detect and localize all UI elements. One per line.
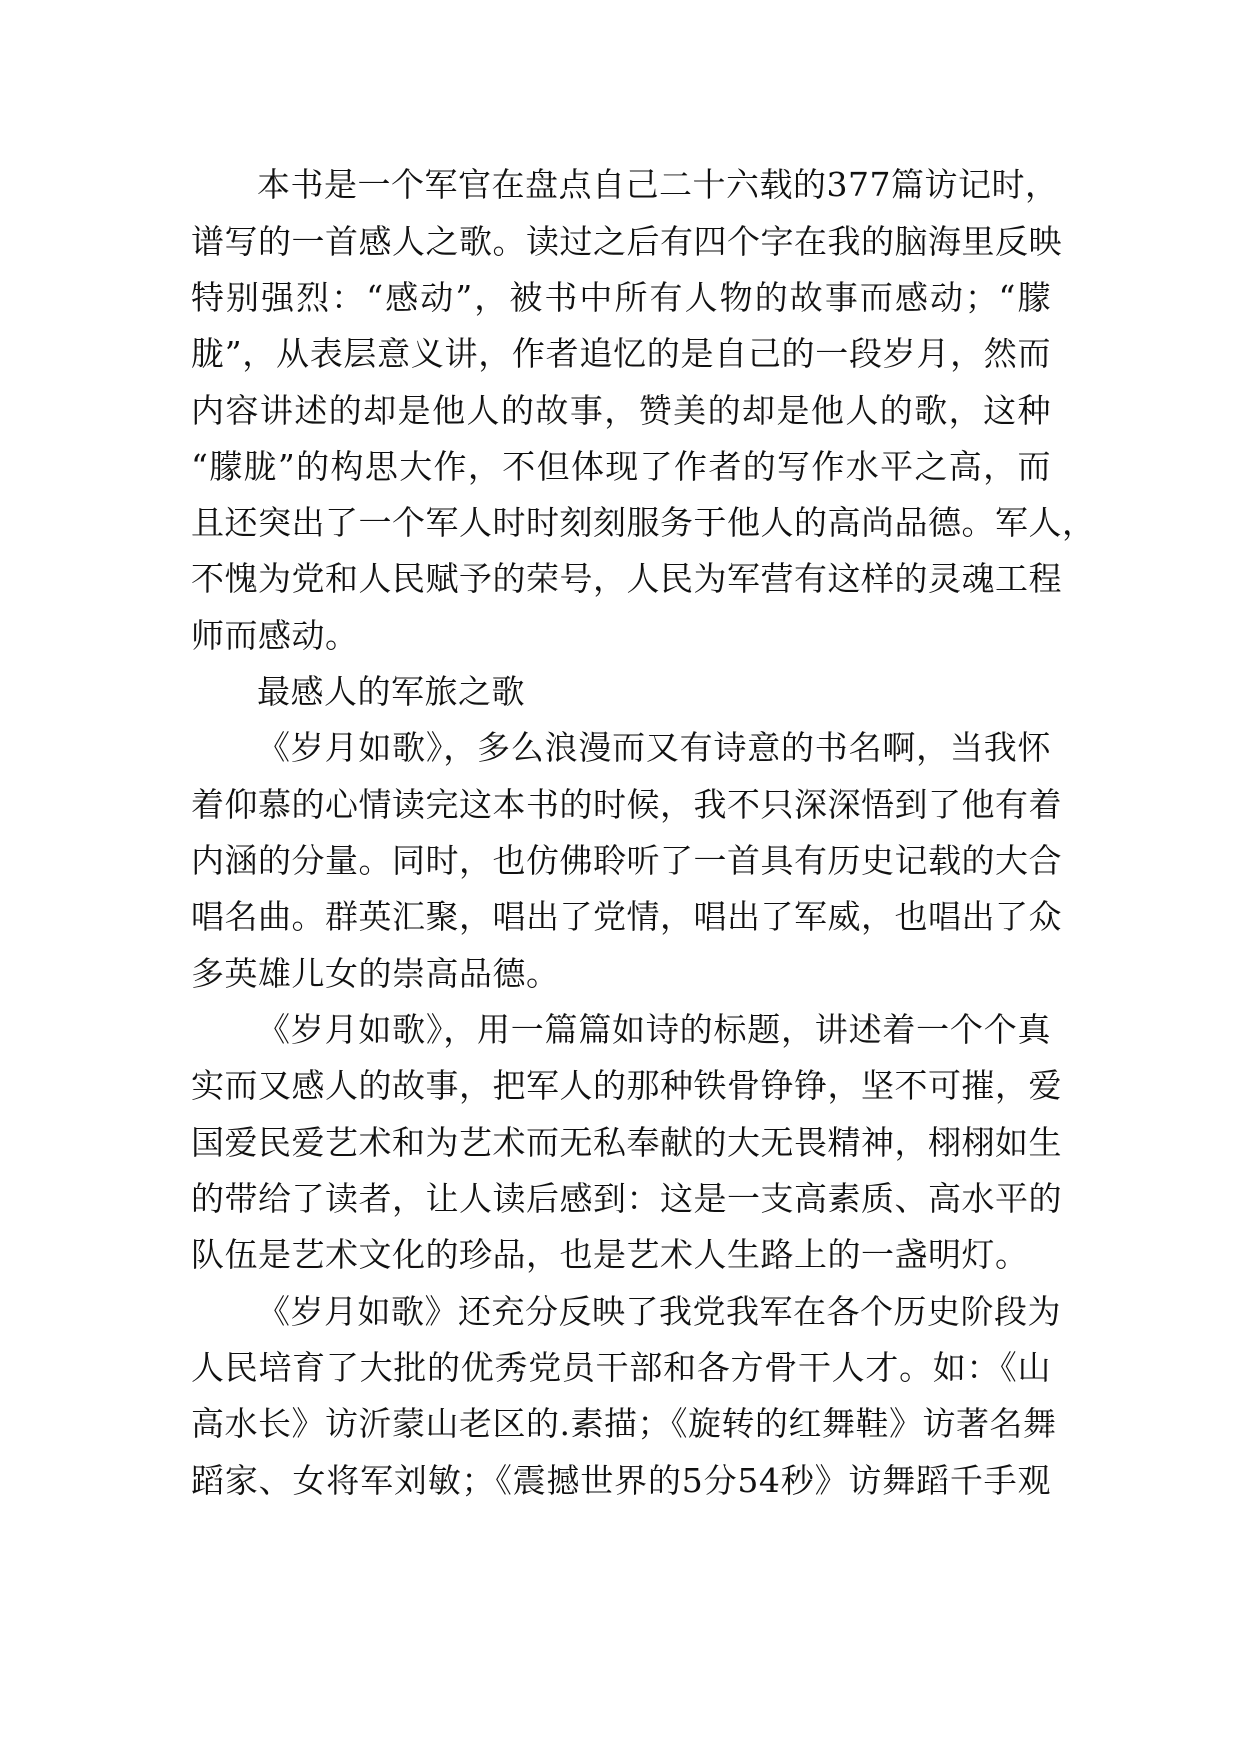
section-heading: 最感人的军旅之歌: [257, 672, 525, 711]
paragraph-line: 蹈家、女将军刘敏；《震撼世界的5分54秒》访舞蹈千手观: [191, 1461, 1051, 1500]
paragraph-line: 不愧为党和人民赋予的荣号，人民为军营有这样的灵魂工程: [191, 559, 1062, 598]
paragraph-line: 队伍是艺术文化的珍品，也是艺术人生路上的一盏明灯。: [191, 1235, 1029, 1274]
paragraph-line: 《岁月如歌》，用一篇篇如诗的标题，讲述着一个个真: [257, 1010, 1051, 1049]
paragraph-line: 谱写的一首感人之歌。读过之后有四个字在我的脑海里反映: [191, 222, 1062, 261]
paragraph-line: 《岁月如歌》，多么浪漫而又有诗意的书名啊，当我怀: [257, 728, 1051, 767]
paragraph-line: 人民培育了大批的优秀党员干部和各方骨干人才。如：《山: [191, 1348, 1051, 1387]
paragraph-line: 国爱民爱艺术和为艺术而无私奉献的大无畏精神，栩栩如生: [191, 1123, 1062, 1162]
paragraph-line: 的带给了读者，让人读后感到：这是一支高素质、高水平的: [191, 1179, 1062, 1218]
paragraph-line: 《岁月如歌》还充分反映了我党我军在各个历史阶段为: [257, 1292, 1061, 1331]
paragraph-line: “朦胧”的构思大作，不但体现了作者的写作水平之高，而: [191, 447, 1051, 486]
paragraph-line: 且还突出了一个军人时时刻刻服务于他人的高尚品德。军人，: [191, 503, 1096, 542]
paragraph-line: 师而感动。: [191, 616, 359, 655]
paragraph-line: 特别强烈：“感动”，被书中所有人物的故事而感动；“朦: [191, 278, 1051, 317]
paragraph-line: 多英雄儿女的崇高品德。: [191, 954, 560, 993]
paragraph-line: 实而又感人的故事，把军人的那种铁骨铮铮，坚不可摧，爱: [191, 1066, 1062, 1105]
paragraph-line: 着仰慕的心情读完这本书的时候，我不只深深悟到了他有着: [191, 785, 1062, 824]
paragraph-line: 高水长》访沂蒙山老区的.素描；《旋转的红舞鞋》访著名舞: [191, 1404, 1057, 1443]
paragraph-line: 内容讲述的却是他人的故事，赞美的却是他人的歌，这种: [191, 391, 1051, 430]
paragraph-line: 胧”，从表层意义讲，作者追忆的是自己的一段岁月，然而: [191, 334, 1051, 373]
paragraph-line: 唱名曲。群英汇聚，唱出了党情，唱出了军威，也唱出了众: [191, 897, 1062, 936]
paragraph-line: 本书是一个军官在盘点自己二十六载的377篇访记时，: [257, 165, 1059, 204]
paragraph-line: 内涵的分量。同时，也仿佛聆听了一首具有历史记载的大合: [191, 841, 1062, 880]
